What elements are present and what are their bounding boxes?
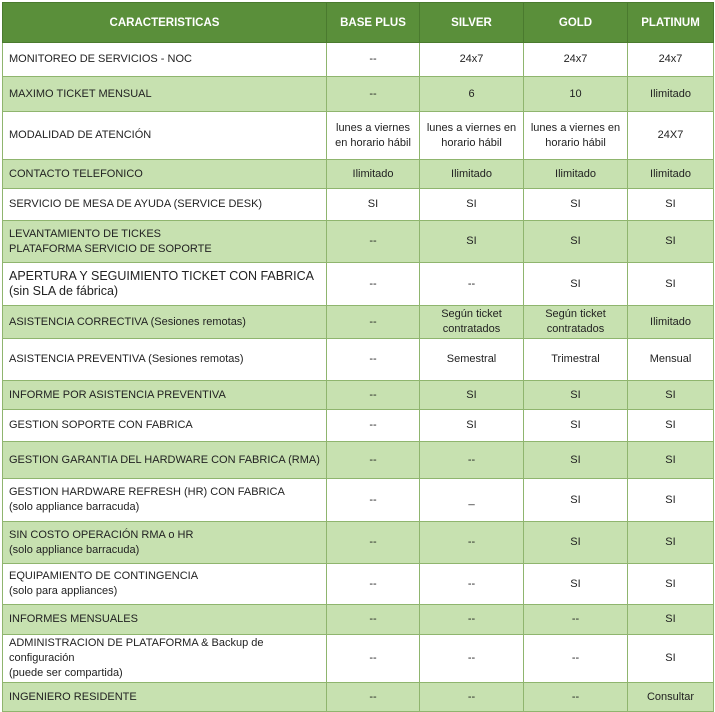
table-row <box>3 306 714 339</box>
table-row <box>3 522 714 564</box>
row-label <box>3 605 327 635</box>
header-silver: SILVER <box>420 3 524 43</box>
cell-base-plus: -- <box>327 683 420 712</box>
cell-gold: Ilimitado <box>524 160 628 189</box>
cell-platinum: SI <box>628 635 714 683</box>
row-label-text: GESTION SOPORTE CON FABRICA <box>9 419 193 431</box>
cell-platinum: SI <box>628 522 714 564</box>
row-label-text: INFORME POR ASISTENCIA PREVENTIVA <box>9 388 226 401</box>
cell-platinum: SI <box>628 442 714 479</box>
header-base-plus: BASE PLUS <box>327 3 420 43</box>
cell-platinum: SI <box>628 189 714 221</box>
row-label <box>3 339 327 381</box>
cell-gold: -- <box>524 635 628 683</box>
cell-gold: 24x7 <box>524 43 628 77</box>
table-row <box>3 221 714 263</box>
row-label-text: ADMINISTRACION DE PLATAFORMA & Backup de configuración <box>9 637 264 664</box>
table-row <box>3 189 714 221</box>
cell-platinum: SI <box>628 263 714 306</box>
row-label-text: GESTION GARANTIA DEL HARDWARE CON FABRICA (RMA) <box>9 453 320 466</box>
cell-base-plus: -- <box>327 522 420 564</box>
cell-base-plus: -- <box>327 479 420 522</box>
row-label <box>3 683 327 712</box>
row-label <box>3 189 327 221</box>
row-label-subtext: (solo appliance barracuda) <box>9 543 140 556</box>
cell-gold: SI <box>524 263 628 306</box>
row-label-text: ASISTENCIA CORRECTIVA (Sesiones remotas) <box>9 315 246 328</box>
row-label <box>3 564 327 605</box>
header-caracteristicas: CARACTERISTICAS <box>3 3 327 43</box>
row-label-text: GESTION HARDWARE REFRESH (HR) CON FABRICA <box>9 486 285 498</box>
cell-silver: Ilimitado <box>420 160 524 189</box>
row-label-text: SIN COSTO OPERACIÓN RMA o HR <box>9 528 194 541</box>
row-label <box>3 263 327 306</box>
row-label-text: MONITOREO DE SERVICIOS - NOC <box>9 53 192 65</box>
table-row <box>3 339 714 381</box>
table-row <box>3 112 714 160</box>
table-row <box>3 442 714 479</box>
cell-silver: SI <box>420 381 524 410</box>
cell-silver: -- <box>420 635 524 683</box>
cell-gold: Trimestral <box>524 339 628 381</box>
cell-platinum: SI <box>628 564 714 605</box>
cell-platinum: SI <box>628 410 714 442</box>
row-label-text: APERTURA Y SEGUIMIENTO TICKET CON FABRICA (sin SLA de fábrica) <box>9 269 314 298</box>
cell-platinum: 24x7 <box>628 43 714 77</box>
table-row <box>3 263 714 306</box>
cell-base-plus: -- <box>327 442 420 479</box>
cell-gold: -- <box>524 605 628 635</box>
cell-platinum: SI <box>628 605 714 635</box>
cell-gold: SI <box>524 189 628 221</box>
cell-platinum: SI <box>628 479 714 522</box>
cell-platinum: Ilimitado <box>628 306 714 339</box>
cell-base-plus: -- <box>327 410 420 442</box>
cell-gold: Según ticket contratados <box>524 306 628 339</box>
cell-silver: -- <box>420 605 524 635</box>
cell-platinum: Mensual <box>628 339 714 381</box>
cell-silver: _ <box>420 479 524 522</box>
cell-gold: SI <box>524 442 628 479</box>
cell-base-plus: -- <box>327 564 420 605</box>
service-plans-table <box>2 2 714 712</box>
cell-silver: -- <box>420 683 524 712</box>
row-label-text: MAXIMO TICKET MENSUAL <box>9 87 152 100</box>
cell-silver: SI <box>420 410 524 442</box>
row-label <box>3 479 327 522</box>
cell-silver: -- <box>420 442 524 479</box>
cell-silver: -- <box>420 263 524 306</box>
cell-gold: -- <box>524 683 628 712</box>
row-label-text: CONTACTO TELEFONICO <box>9 167 143 180</box>
row-label <box>3 442 327 479</box>
table-row <box>3 564 714 605</box>
cell-base-plus: -- <box>327 306 420 339</box>
cell-platinum: SI <box>628 381 714 410</box>
header-gold: GOLD <box>524 3 628 43</box>
cell-silver: SI <box>420 189 524 221</box>
cell-silver: -- <box>420 564 524 605</box>
table-row <box>3 160 714 189</box>
row-label-subtext: (solo para appliances) <box>9 585 118 597</box>
cell-base-plus: -- <box>327 339 420 381</box>
row-label-subtext: PLATAFORMA SERVICIO DE SOPORTE <box>9 242 212 255</box>
row-label-text: SERVICIO DE MESA DE AYUDA (SERVICE DESK) <box>9 198 263 210</box>
cell-silver: Según ticket contratados <box>420 306 524 339</box>
row-label-text: INGENIERO RESIDENTE <box>9 690 137 703</box>
row-label <box>3 77 327 112</box>
row-label <box>3 381 327 410</box>
cell-base-plus: Ilimitado <box>327 160 420 189</box>
cell-base-plus: -- <box>327 635 420 683</box>
table-row <box>3 605 714 635</box>
table-row <box>3 479 714 522</box>
cell-gold: SI <box>524 381 628 410</box>
cell-platinum: Consultar <box>628 683 714 712</box>
cell-silver: 6 <box>420 77 524 112</box>
table-row <box>3 43 714 77</box>
header-platinum: PLATINUM <box>628 3 714 43</box>
cell-silver: -- <box>420 522 524 564</box>
cell-gold: SI <box>524 410 628 442</box>
table-row <box>3 381 714 410</box>
table-row <box>3 77 714 112</box>
cell-gold: SI <box>524 221 628 263</box>
cell-base-plus: -- <box>327 381 420 410</box>
table-row <box>3 635 714 683</box>
row-label <box>3 410 327 442</box>
cell-gold: SI <box>524 522 628 564</box>
cell-base-plus: -- <box>327 263 420 306</box>
cell-silver: Semestral <box>420 339 524 381</box>
cell-gold: SI <box>524 479 628 522</box>
cell-platinum: 24X7 <box>628 112 714 160</box>
cell-platinum: Ilimitado <box>628 160 714 189</box>
row-label <box>3 160 327 189</box>
row-label-subtext: (puede ser compartida) <box>9 667 123 679</box>
row-label-text: ASISTENCIA PREVENTIVA (Sesiones remotas) <box>9 353 244 365</box>
cell-base-plus: lunes a viernes en horario hábil <box>327 112 420 160</box>
cell-base-plus: -- <box>327 221 420 263</box>
cell-gold: lunes a viernes en horario hábil <box>524 112 628 160</box>
cell-base-plus: -- <box>327 77 420 112</box>
header-row <box>3 3 714 43</box>
row-label <box>3 522 327 564</box>
row-label <box>3 43 327 77</box>
cell-platinum: SI <box>628 221 714 263</box>
cell-base-plus: -- <box>327 43 420 77</box>
cell-silver: lunes a viernes en horario hábil <box>420 112 524 160</box>
row-label-text: INFORMES MENSUALES <box>9 613 138 625</box>
cell-base-plus: SI <box>327 189 420 221</box>
row-label <box>3 221 327 263</box>
row-label <box>3 306 327 339</box>
row-label-text: MODALIDAD DE ATENCIÓN <box>9 129 152 141</box>
table-row <box>3 410 714 442</box>
row-label-text: LEVANTAMIENTO DE TICKES <box>9 227 161 240</box>
cell-platinum: Ilimitado <box>628 77 714 112</box>
row-label-subtext: (solo appliance barracuda) <box>9 501 140 513</box>
row-label <box>3 635 327 683</box>
row-label-text: EQUIPAMIENTO DE CONTINGENCIA <box>9 570 199 582</box>
row-label <box>3 112 327 160</box>
cell-silver: SI <box>420 221 524 263</box>
cell-gold: 10 <box>524 77 628 112</box>
cell-base-plus: -- <box>327 605 420 635</box>
cell-gold: SI <box>524 564 628 605</box>
table-row <box>3 683 714 712</box>
cell-silver: 24x7 <box>420 43 524 77</box>
